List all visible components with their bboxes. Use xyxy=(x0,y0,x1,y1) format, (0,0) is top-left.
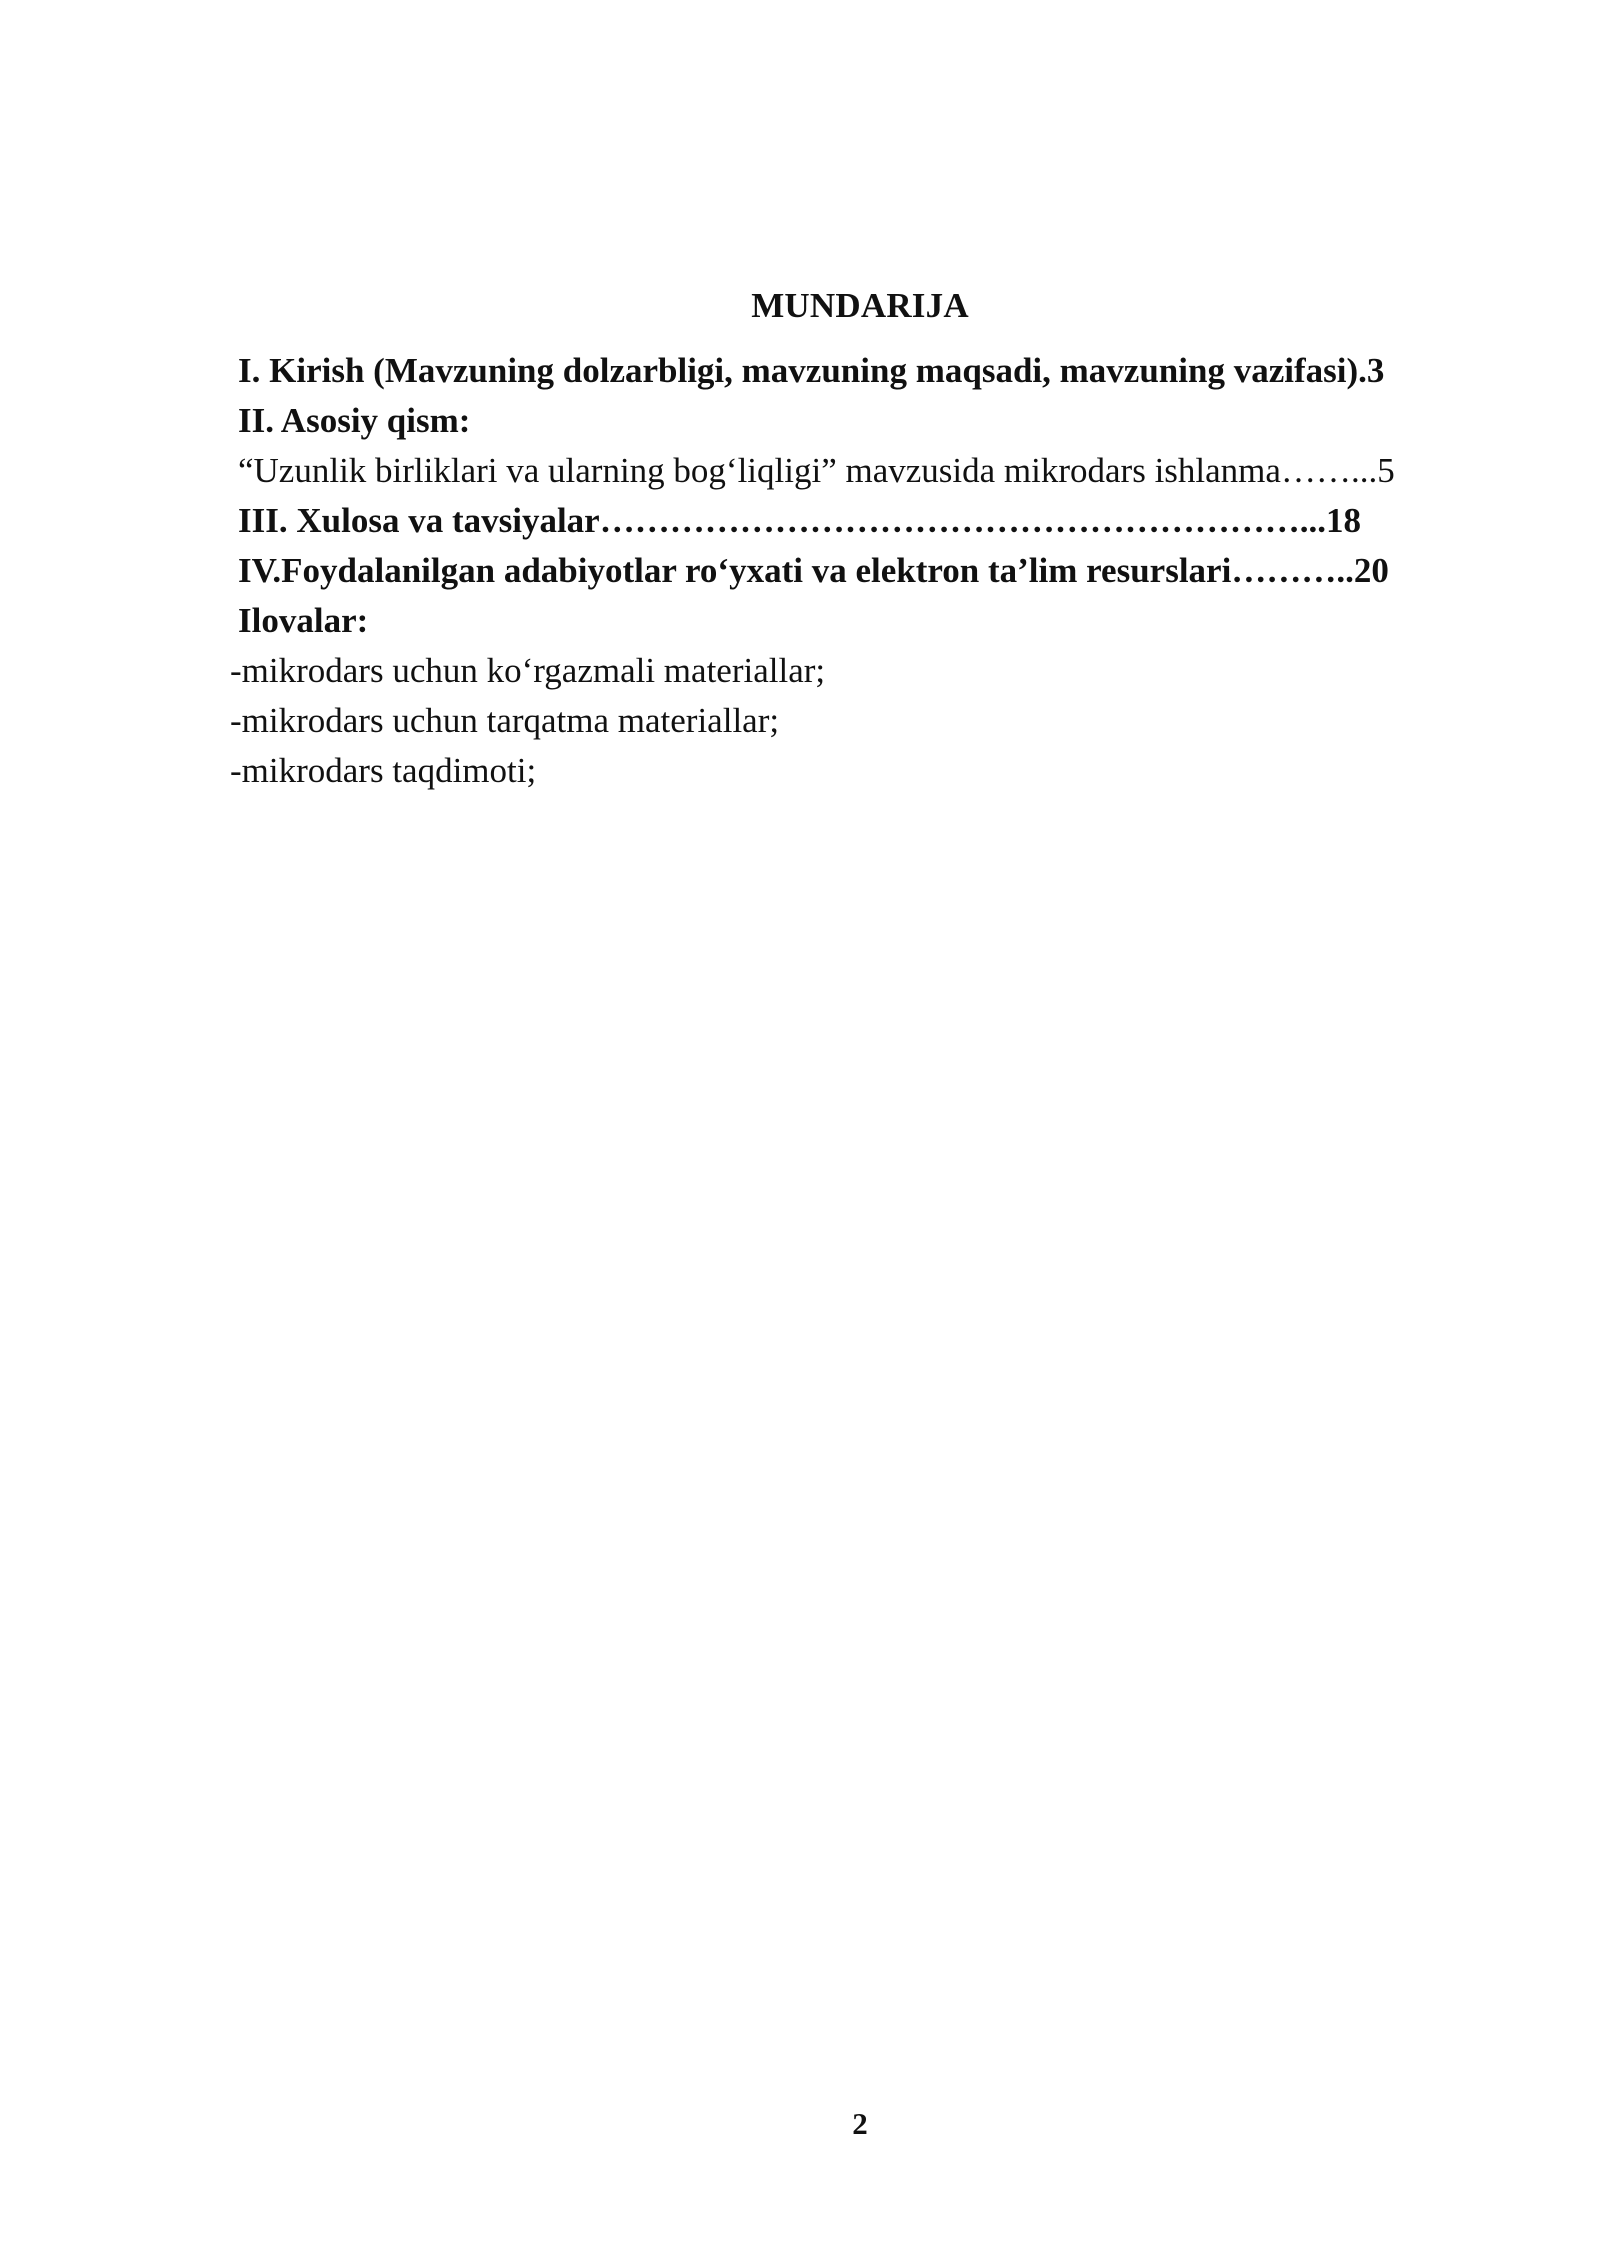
toc-entry-introduction: I. Kirish (Mavzuning dolzarbligi, mavzuning maqsadi, mavzuning vazifasi).3 xyxy=(238,351,1385,390)
appendix-item-presentation: -mikrodars taqdimoti; xyxy=(230,751,537,790)
toc-entry-main-part: II. Asosiy qism: xyxy=(238,401,471,440)
toc-entry-conclusion: III. Xulosa va tavsiyalar……………………………………………………...18 xyxy=(238,501,1361,540)
toc-title: MUNDARIJA xyxy=(751,286,969,325)
appendix-item-visual-materials: -mikrodars uchun ko‘rgazmali materiallar; xyxy=(230,651,826,690)
appendix-item-handouts: -mikrodars uchun tarqatma materiallar; xyxy=(230,701,780,740)
toc-entry-references: IV.Foydalanilgan adabiyotlar ro‘yxati va elektron ta’lim resurslari………..20 xyxy=(238,551,1389,590)
table-of-contents xyxy=(230,346,1488,796)
page-number: 2 xyxy=(852,2106,868,2141)
toc-entry-appendices: Ilovalar: xyxy=(238,601,369,640)
toc-entry-microlesson: “Uzunlik birliklari va ularning bog‘liqligi” mavzusida mikrodars ishlanma……...5 xyxy=(238,451,1395,490)
